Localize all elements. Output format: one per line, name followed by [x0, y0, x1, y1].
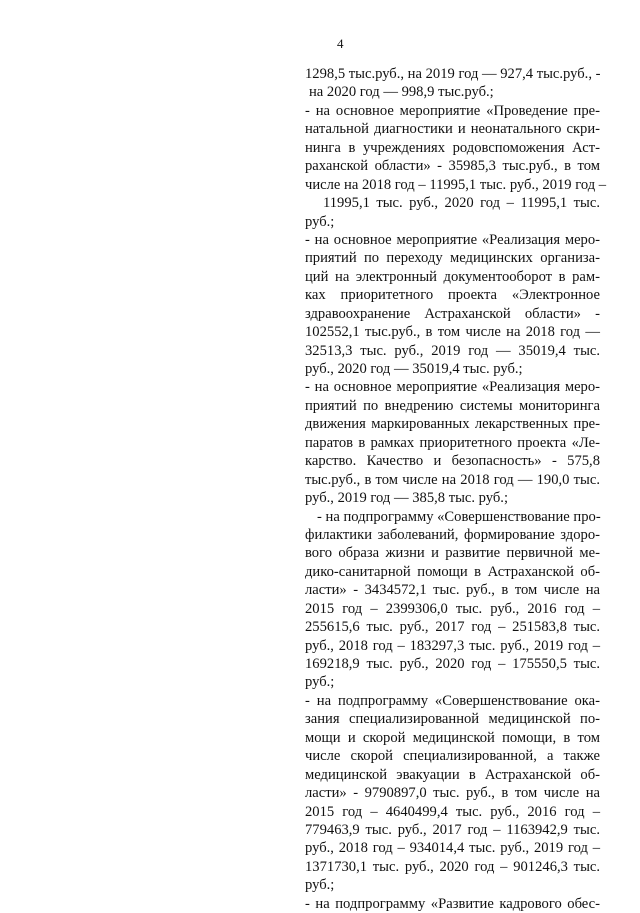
- page-number: 4: [337, 36, 344, 51]
- text-line: руб., 2018 год – 934014,4 тыс. руб., 2019 год –: [305, 840, 600, 857]
- text-line: ках приоритетного проекта «Электронное: [305, 287, 600, 304]
- text-line: числе на 2018 год – 11995,1 тыс. руб., 2019 год –: [305, 176, 607, 193]
- document-text: [305, 65, 607, 913]
- text-line: - на подпрограмму «Развитие кадрового обес-: [305, 895, 600, 912]
- text-line: 11995,1 тыс. руб., 2020 год – 11995,1 тыс.: [323, 195, 600, 212]
- text-line: 169218,9 тыс. руб., 2020 год – 175550,5 тыс.: [305, 656, 600, 672]
- text-line: дико-санитарной помощи в Астраханской об-: [305, 563, 600, 580]
- text-line: - на основное мероприятие «Проведение пре-: [305, 102, 600, 119]
- text-line: ласти» - 9790897,0 тыс. руб., в том числе на: [305, 785, 600, 802]
- text-line: движения маркированных лекарственных пре-: [305, 416, 600, 433]
- text-line: ласти» - 3434572,1 тыс. руб., в том числе на: [305, 582, 600, 599]
- text-line: здравоохранение Астраханской области» -: [305, 305, 600, 322]
- text-line: руб., 2018 год – 183297,3 тыс. руб., 2019 год –: [305, 637, 600, 654]
- text-line: паратов в рамках приоритетного проекта «Ле-: [305, 434, 600, 451]
- text-line: 1298,5 тыс.руб., на 2019 год — 927,4 тыс.руб., -: [305, 66, 601, 82]
- text-line: 32513,3 тыс. руб., 2019 год — 35019,4 тыс.: [305, 342, 600, 359]
- text-line: раханской области» - 35985,3 тыс.руб., в том: [305, 158, 600, 175]
- text-line: приятий по переходу медицинских организа-: [305, 250, 600, 267]
- text-line: 2015 год – 2399306,0 тыс. руб., 2016 год –: [305, 600, 600, 617]
- text-line: приятий по внедрению системы мониторинга: [305, 397, 600, 414]
- text-line: руб., 2019 год — 385,8 тыс. руб.;: [305, 490, 509, 507]
- text-line: филактики заболеваний, формирование здоро-: [305, 526, 600, 543]
- text-line: на 2020 год — 998,9 тыс.руб.;: [309, 84, 494, 101]
- text-line: - на подпрограмму «Совершенствование ока-: [305, 692, 600, 709]
- text-line: 779463,9 тыс. руб., 2017 год – 1163942,9 тыс.: [305, 821, 600, 838]
- text-line: руб.;: [305, 213, 335, 230]
- text-line: нинга в учреждениях родовспоможения Аст-: [305, 139, 600, 156]
- text-line: 1371730,1 тыс. руб., 2020 год – 901246,3 тыс.: [305, 858, 600, 875]
- text-line: ций на электронный документооборот в рам-: [305, 268, 600, 285]
- text-line: руб., 2020 год — 35019,4 тыс. руб.;: [305, 361, 523, 377]
- text-line: - на основное мероприятие «Реализация меро-: [305, 379, 600, 396]
- text-line: 2015 год – 4640499,4 тыс. руб., 2016 год –: [305, 803, 600, 820]
- text-line: руб.;: [305, 674, 335, 691]
- text-line: числе скорой специализированной, а также: [305, 748, 600, 765]
- text-line: зания специализированной медицинской по-: [305, 711, 600, 728]
- text-line: - на основное мероприятие «Реализация меро-: [305, 231, 600, 248]
- text-line: медицинской эвакуации в Астраханской об-: [305, 766, 600, 783]
- text-line: натальной диагностики и неонатального скри-: [305, 121, 600, 138]
- text-line: тыс.руб., в том числе на 2018 год — 190,0 тыс.: [305, 471, 600, 488]
- text-line: 255615,6 тыс. руб., 2017 год – 251583,8 тыс.: [305, 619, 600, 636]
- text-line: вого образа жизни и развитие первичной ме-: [305, 545, 600, 562]
- text-line: мощи и скорой медицинской помощи, в том: [305, 729, 600, 746]
- text-line: карство. Качество и безопасность» - 575,8: [305, 453, 600, 470]
- text-line: - на подпрограмму «Совершенствование про-: [317, 508, 601, 525]
- text-line: руб.;: [305, 877, 335, 894]
- text-line: 102552,1 тыс.руб., в том числе на 2018 год —: [305, 324, 600, 341]
